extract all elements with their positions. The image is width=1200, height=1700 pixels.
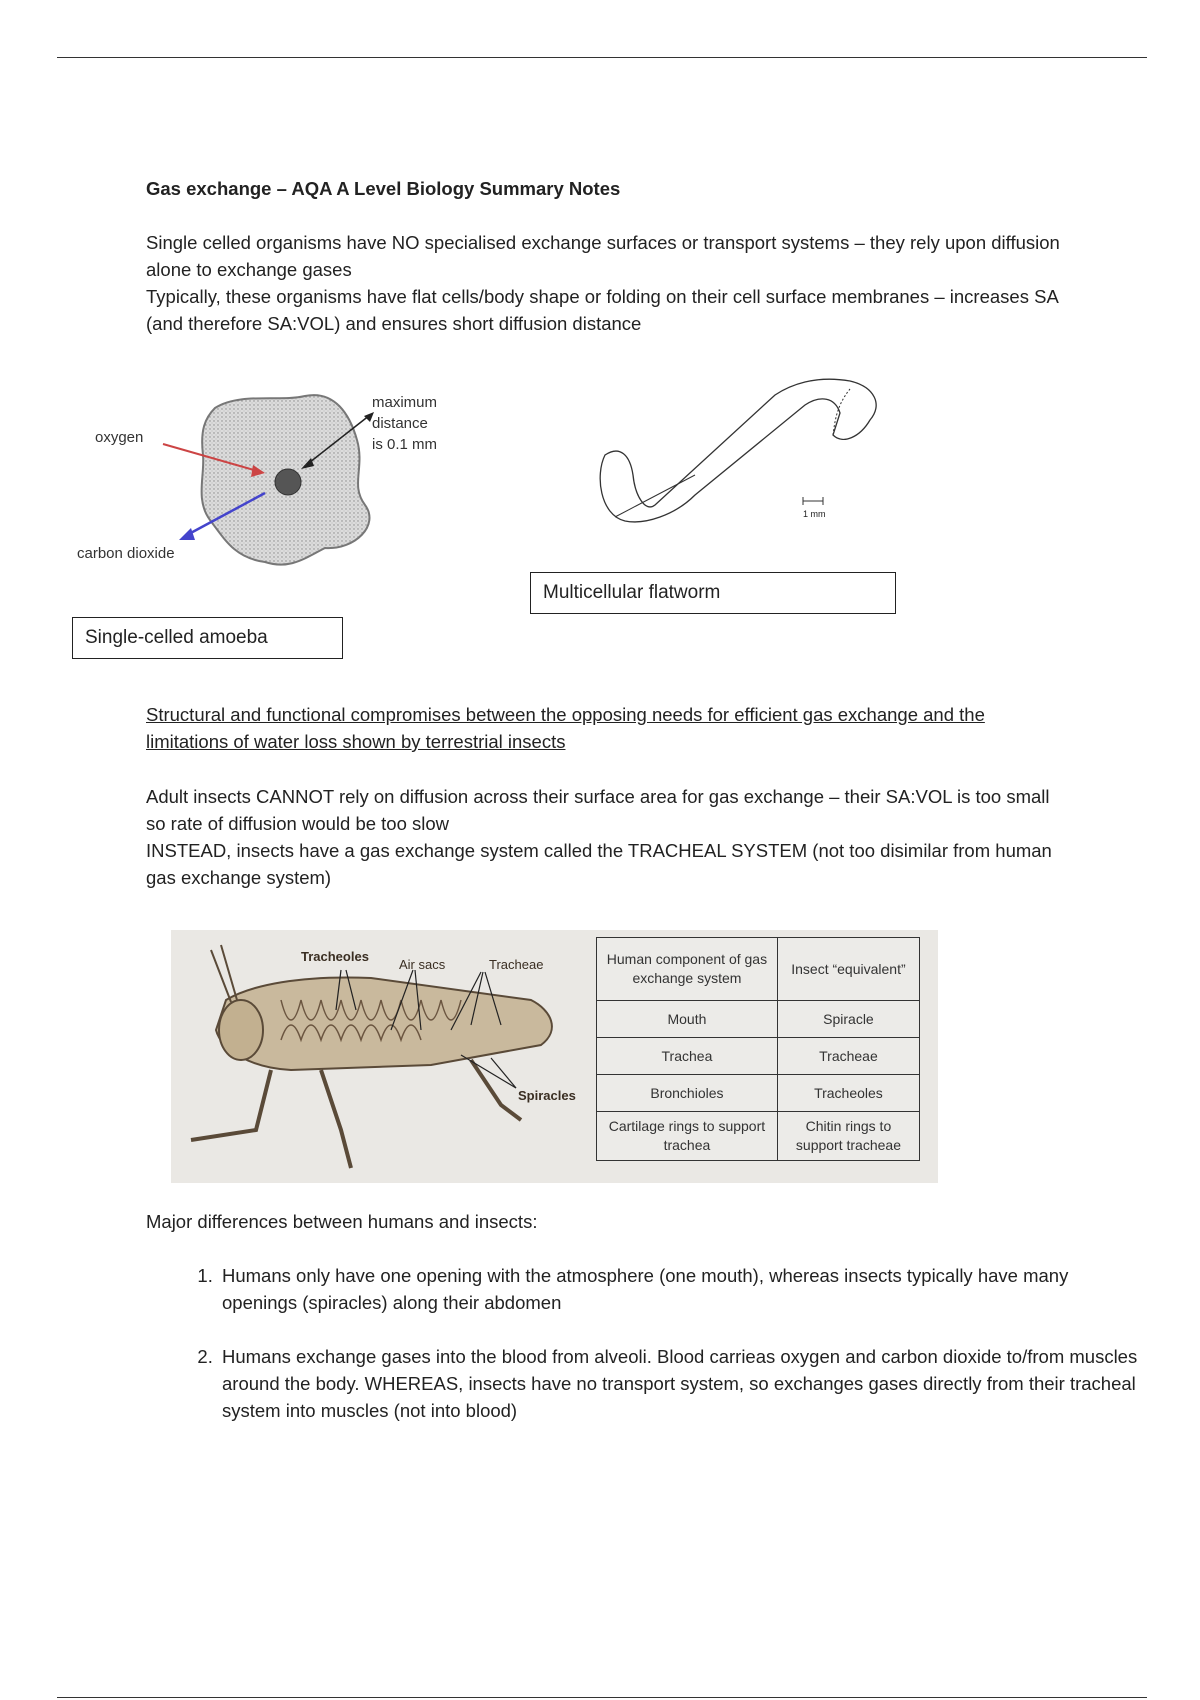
table-row [597,1038,920,1075]
footer-rule [57,1697,1147,1698]
table-row [597,1075,920,1112]
table-cell: Tracheoles [777,1075,919,1112]
table-header-row [597,938,920,1001]
table-cell: Cartilage rings to support trachea [597,1112,778,1161]
table-row [597,1112,920,1161]
header-rule [57,57,1147,58]
insects-paragraph-2: INSTEAD, insects have a gas exchange system called the TRACHEAL SYSTEM (not too disimilar from human gas exchange system) [146,840,1052,888]
list-item: 2. Humans exchange gases into the blood from alveoli. Blood carrieas oxygen and carbon dioxide to/from muscles around the body. WHEREAS, insects have no transport system, so exchanges gases directly from their tracheal system into muscles (not into blood) [218,1343,1138,1424]
intro-paragraph-1: Single celled organisms have NO specialised exchange surfaces or transport systems – they rely upon diffusion alone to exchange gases [146,232,1060,280]
insects-heading: Structural and functional compromises between the opposing needs for efficient gas exchange and the limitations of water loss shown by terrestrial insects [146,704,985,752]
differences-list [146,1262,1138,1451]
amoeba-caption: Single-celled amoeba [72,617,343,659]
flatworm-caption: Multicellular flatworm [530,572,896,614]
flatworm-figure [585,375,895,535]
human-insect-comparison-table [596,937,920,1161]
table-header: Human component of gas exchange system [597,938,778,1001]
insects-paragraph-1: Adult insects CANNOT rely on diffusion across their surface area for gas exchange – their SA:VOL is too small so rate of diffusion would be too slow [146,786,1050,834]
tracheoles-label: Tracheoles [301,949,369,964]
tracheae-label: Tracheae [489,957,544,972]
carbon-dioxide-label: carbon dioxide [77,545,175,562]
table-row [597,1001,920,1038]
page-title: Gas exchange – AQA A Level Biology Summary Notes [146,178,621,199]
table-cell: Bronchioles [597,1075,778,1112]
flatworm-drawing [585,375,895,535]
max-distance-label-1: maximum [372,394,438,411]
scale-bar-label: 1 mm [803,509,826,519]
table-header: Insect “equivalent” [777,938,919,1001]
table-cell: Chitin rings to support tracheae [777,1112,919,1161]
list-item: 1. Humans only have one opening with the atmosphere (one mouth), whereas insects typically have many openings (spiracles) along their abdomen [218,1262,1138,1316]
oxygen-label: oxygen [95,429,144,446]
differences-heading: Major differences between humans and insects: [146,1211,538,1232]
intro-paragraph-2: Typically, these organisms have flat cells/body shape or folding on their cell surface membranes – increases SA (and therefore SA:VOL) and ensures short diffusion distance [146,286,1058,334]
table-cell: Mouth [597,1001,778,1038]
table-cell: Tracheae [777,1038,919,1075]
spiracles-label: Spiracles [518,1088,576,1103]
amoeba-figure [65,380,475,575]
air-sacs-label: Air sacs [399,957,446,972]
table-cell: Trachea [597,1038,778,1075]
table-cell: Spiracle [777,1001,919,1038]
max-distance-label-3: is 0.1 mm [372,436,438,453]
max-distance-label-2: distance [372,415,428,432]
